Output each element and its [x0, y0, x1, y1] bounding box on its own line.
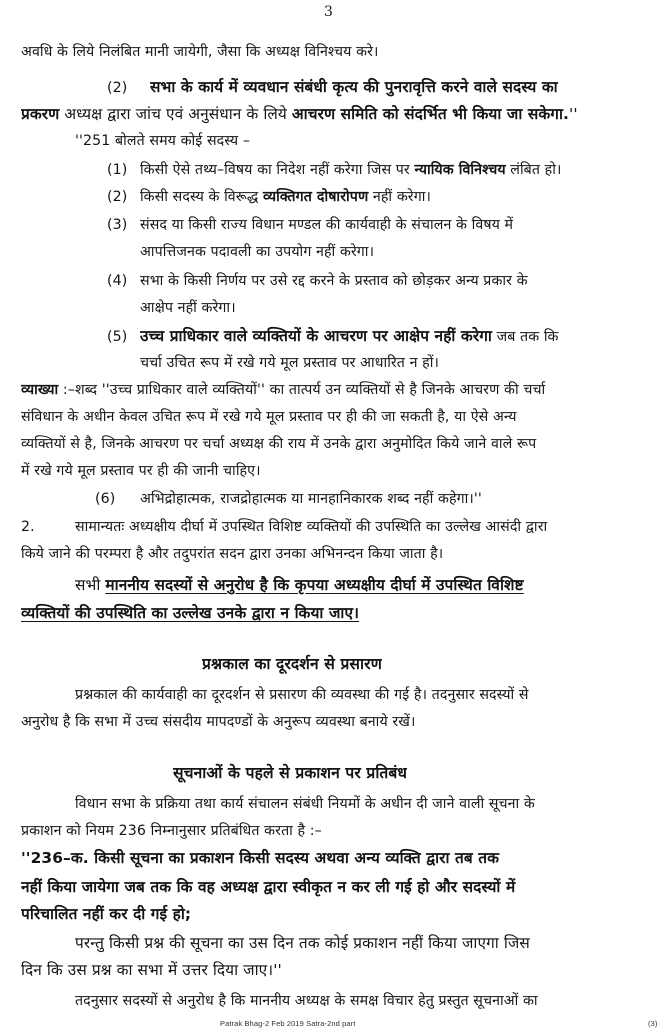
para-2-line-4: व्यक्तियों की उपस्थिति का उल्लेख उनके द्वारा न किया जाए। — [21, 604, 360, 622]
rule-251-intro: ''251 बोलते समय कोई सदस्य – — [75, 133, 251, 149]
explanation-line-2: संविधान के अधीन केवल उचित रूप में रखे गये मूल प्रस्ताव पर ही की जा सकती है, या ऐसे अन्य — [21, 409, 517, 425]
item-2-text-bold: व्यक्तिगत दोषारोपण — [262, 189, 369, 205]
rule-251-item-3-number: (3) — [107, 217, 128, 233]
notices-line-3: तदनुसार सदस्यों से अनुरोध है कि माननीय अध्यक्ष के समक्ष विचार हेतु प्रस्तुत सूचनाओं का — [75, 993, 538, 1009]
rule-251-item-2-number: (2) — [107, 189, 128, 205]
para-2-line-2: किये जाने की परम्परा है और तदुपरांत सदन द्वारा उनका अभिनन्दन किया जाता है। — [21, 546, 444, 562]
explanation-label: व्याख्या — [21, 382, 59, 398]
rule-251-item-5-line-2: चर्चा उचित रूप में रखे गये मूल प्रस्ताव पर आधारित न हों। — [140, 355, 439, 371]
item-2-text-a: किसी सदस्य के विरूद्ध — [140, 189, 263, 205]
rule-251-item-4-number: (4) — [107, 273, 128, 289]
footer-page-number: (3) — [648, 1019, 658, 1028]
footer-left: Patrak Bhag-2 Feb 2019 Satra-2nd part — [220, 1019, 356, 1028]
rule-251-item-2-text — [140, 187, 660, 207]
item-2-text-c: नहीं करेगा। — [368, 189, 431, 205]
notices-heading: सूचनाओं के पहले से प्रकाशन पर प्रतिबंध — [173, 764, 408, 782]
intro-line: अवधि के लिये निलंबित मानी जायेगी, जैसा कि अध्यक्ष विनिश्चय करे। — [21, 44, 379, 60]
telecast-line-1: प्रश्नकाल की कार्यवाही का दूरदर्शन से प्रसारण की व्यवस्था की गई है। तदनुसार सदस्यों से — [75, 687, 529, 703]
rule-2-line-2 — [21, 104, 661, 124]
item-1-text-bold: न्यायिक विनिश्चय — [414, 162, 506, 178]
rule-251-item-6-text: अभिद्रोहात्मक, राजद्रोहात्मक या मानहानिकारक शब्द नहीं कहेगा।'' — [140, 491, 482, 507]
rule-236-line-1: ''236–क. किसी सूचना का प्रकाशन किसी सदस्य अथवा अन्य व्यक्ति द्वारा तब तक — [21, 849, 500, 867]
rule-251-item-6-number: (6) — [95, 491, 116, 507]
rule-2-case-word: प्रकरण — [21, 105, 60, 123]
para-2-number: 2. — [21, 519, 35, 535]
rule-2-mid-text: अध्यक्ष द्वारा जांच एवं अनुसंधान के लिये — [59, 105, 292, 123]
telecast-line-2: अनुरोध है कि सभा में उच्च संसदीय मापदण्डों के अनुरूप व्यवस्था बनाये रखें। — [21, 714, 416, 730]
rule-251-item-3-line-1: संसद या किसी राज्य विधान मण्डल की कार्यवाही के संचालन के विषय में — [140, 217, 514, 233]
para-2-all-word: सभी — [75, 576, 106, 594]
rule-2-committee-text: आचरण समिति को संदर्भित भी किया जा सकेगा. — [291, 105, 569, 123]
rule-236-line-5: दिन कि उस प्रश्न का सभा में उत्तर दिया जाए।'' — [21, 961, 282, 979]
para-2-line-1: सामान्यतः अध्यक्षीय दीर्घा में उपस्थित विशिष्ट व्यक्तियों की उपस्थिति का उल्लेख आसंदी द्वारा — [75, 519, 548, 535]
notices-line-2: प्रकाशन को नियम 236 निम्नानुसार प्रतिबंधित करता है :– — [21, 823, 322, 839]
rule-251-item-4-line-1: सभा के किसी निर्णय पर उसे रद्द करने के प्रस्ताव को छोड़कर अन्य प्रकार के — [140, 273, 528, 289]
rule-251-item-5-line-1 — [140, 326, 665, 347]
rule-2-close-quote: '' — [569, 105, 578, 123]
telecast-heading: प्रश्नकाल का दूरदर्शन से प्रसारण — [202, 655, 382, 673]
item-1-text-a: किसी ऐसे तथ्य–विषय का निदेश नहीं करेगा जिस पर — [140, 162, 415, 178]
rule-251-item-1-text — [140, 160, 660, 180]
item-5-text-c: जब तक कि — [491, 329, 559, 345]
rule-251-item-3-line-2: आपत्तिजनक पदावली का उपयोग नहीं करेगा। — [140, 244, 375, 260]
explanation-line-4: में रखे गये मूल प्रस्ताव पर ही की जानी चाहिए। — [21, 463, 261, 479]
page-number: 3 — [324, 4, 334, 20]
explanation-text-1: :–शब्द ''उच्च प्राधिकार वाले व्यक्तियों'' का तात्पर्य उन व्यक्तियों से है जिनके आचरण की चर्चा — [58, 382, 546, 398]
rule-236-line-2: नहीं किया जायेगा जब तक कि वह अध्यक्ष द्वारा स्वीकृत न कर ली गई हो और सदस्यों में — [21, 878, 516, 896]
item-1-text-c: लंबित हो। — [505, 162, 562, 178]
rule-236-line-4: परन्तु किसी प्रश्न की सूचना का उस दिन तक कोई प्रकाशन नहीं किया जाएगा जिस — [75, 934, 530, 952]
rule-236-line-3: परिचालित नहीं कर दी गई हो; — [21, 905, 192, 923]
item-5-text-bold: उच्च प्राधिकार वाले व्यक्तियों के आचरण पर आक्षेप नहीं करेगा — [140, 327, 492, 345]
rule-2-number: (2) — [107, 80, 128, 96]
explanation-line-1 — [21, 380, 666, 400]
rule-251-item-5-number: (5) — [107, 329, 128, 345]
para-2-line-3 — [75, 575, 667, 595]
para-2-request-text: माननीय सदस्यों से अनुरोध है कि कृपया अध्यक्षीय दीर्घा में उपस्थित विशिष्ट — [105, 576, 524, 594]
rule-251-item-4-line-2: आक्षेप नहीं करेगा। — [140, 300, 236, 316]
rule-2-line-1: सभा के कार्य में व्यवधान संबंधी कृत्य की पुनरावृत्ति करने वाले सदस्य का — [150, 78, 558, 96]
explanation-line-3: व्यक्तियों से है, जिनके आचरण पर चर्चा अध्यक्ष की राय में उनके द्वारा अनुमोदित किये जाने वाले रूप — [21, 436, 537, 452]
rule-251-item-1-number: (1) — [107, 162, 128, 178]
notices-line-1: विधान सभा के प्रक्रिया तथा कार्य संचालन संबंधी नियमों के अधीन दी जाने वाली सूचना के — [75, 796, 535, 812]
